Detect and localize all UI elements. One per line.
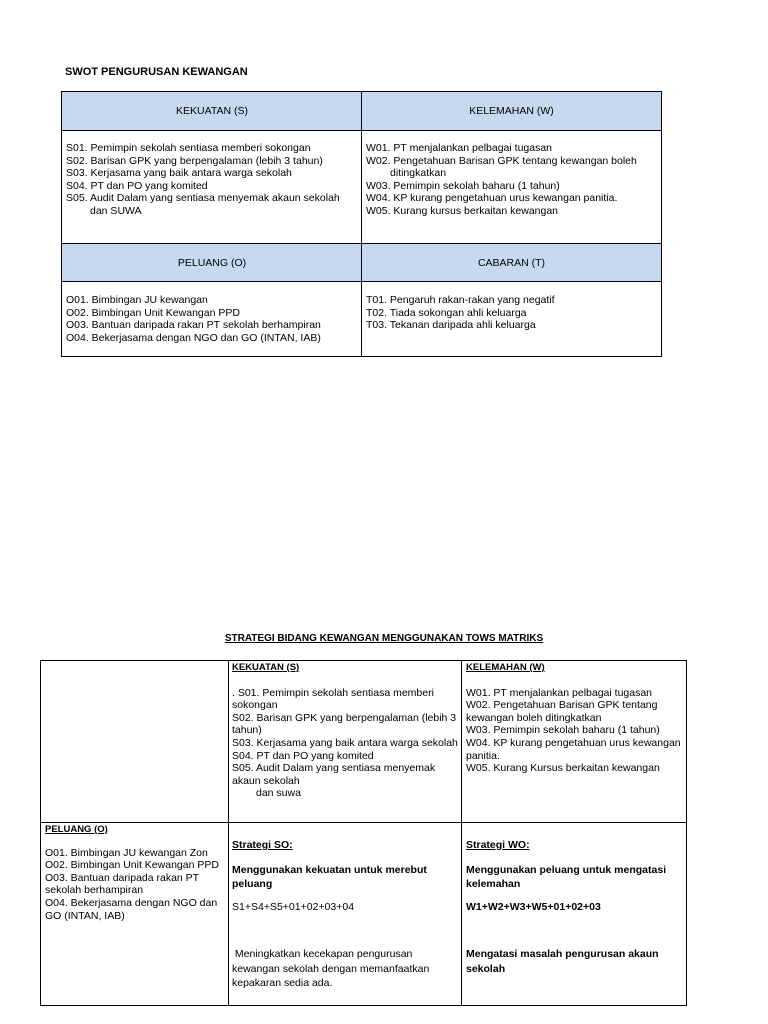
list-item: W04. KP kurang pengetahuan urus kewangan panitia. — [466, 736, 681, 762]
list-item: W02. Pengetahuan Barisan GPK tentang kewangan boleh ditingkatkan — [366, 154, 637, 180]
list-item: S01. Pemimpin sekolah sentiasa memberi sokongan — [66, 142, 311, 154]
divider — [62, 243, 661, 244]
list-item: S02. Barisan GPK yang berpengalaman (lebih 3 tahun) — [232, 711, 457, 737]
swot-threats-list — [366, 294, 660, 332]
list-item: T03. Tekanan daripada ahli keluarga — [366, 319, 536, 332]
divider — [62, 281, 661, 282]
divider — [228, 661, 229, 1005]
list-item: O01. Bimbingan JU kewangan Zon — [45, 846, 208, 859]
wo-header: Strategi WO: — [466, 839, 530, 851]
list-item: T02. Tiada sokongan ahli keluarga — [366, 306, 527, 319]
list-item: O04. Bekerjasama dengan NGO dan GO (INTAN, IAB) — [66, 331, 321, 344]
tows-wo-cell — [466, 839, 684, 977]
tows-weaknesses-header: KELEMAHAN (W) — [466, 662, 545, 673]
divider — [62, 130, 661, 131]
list-item: O04. Bekerjasama dengan NGO dan GO (INTAN, IAB) — [45, 896, 218, 922]
swot-strengths-header: KEKUATAN (S) — [62, 92, 362, 130]
swot-opportunities-header: PELUANG (O) — [62, 244, 362, 282]
wo-subtitle: Menggunakan peluang untuk mengatasi kelemahan — [466, 863, 667, 890]
list-item: S03. Kerjasama yang baik antara warga sekolah — [66, 167, 292, 180]
divider — [361, 92, 362, 356]
tows-strengths-header: KEKUATAN (S) — [232, 662, 300, 673]
divider — [461, 661, 462, 1005]
wo-description: Mengatasi masalah pengurusan akaun sekolah — [466, 948, 659, 976]
list-item: W03. Pemimpin sekolah baharu (1 tahun) — [366, 179, 560, 192]
tows-opportunities-header: PELUANG (O) — [45, 824, 108, 835]
swot-opportunities-list — [66, 294, 360, 344]
list-item: W05. Kurang kursus berkaitan kewangan — [366, 204, 559, 217]
list-item: O02. Bimbingan Unit Kewangan PPD — [45, 859, 219, 872]
tows-opportunities-cell — [45, 824, 225, 922]
wo-formula: W1+W2+W3+W5+01+02+03 — [466, 900, 601, 913]
list-item: S03. Kerjasama yang baik antara warga sekolah — [232, 736, 458, 749]
list-item: S05. Audit Dalam yang sentiasa menyemak akaun sekolah — [232, 762, 436, 787]
list-item: W01. PT menjalankan pelbagai tugasan — [366, 142, 553, 154]
tows-weaknesses-cell — [466, 662, 684, 775]
list-item: O03. Bantuan daripada rakan PT sekolah berhampiran — [66, 319, 321, 332]
list-item: W05. Kurang Kursus berkaitan kewangan — [466, 762, 660, 775]
list-item: W02. Pengetahuan Barisan GPK tentang kewangan boleh ditingkatkan — [466, 699, 658, 724]
swot-strengths-list — [66, 142, 360, 218]
list-item: O02. Bimbingan Unit Kewangan PPD — [66, 306, 240, 319]
swot-title: SWOT PENGURUSAN KEWANGAN — [65, 66, 248, 78]
list-item: W04. KP kurang pengetahuan urus kewangan panitia. — [366, 192, 618, 205]
so-subtitle: Menggunakan kekuatan untuk merebut peluang — [232, 863, 427, 890]
so-header: Strategi SO: — [232, 839, 293, 851]
swot-table — [61, 91, 662, 357]
so-description: Meningkatkan kecekapan pengurusan kewangan sekolah dengan memanfaatkan kepakaran sedia ada. — [232, 948, 433, 990]
tows-title: STRATEGI BIDANG KEWANGAN MENGGUNAKAN TOWS MATRIKS — [224, 633, 544, 644]
swot-weaknesses-list — [366, 142, 660, 218]
list-item: S04. PT dan PO yang komited — [232, 749, 374, 762]
list-item: W01. PT menjalankan pelbagai tugasan — [466, 686, 653, 699]
tows-so-cell — [232, 839, 460, 991]
list-item: O03. Bantuan daripada rakan PT sekolah berhampiran — [45, 871, 199, 897]
list-item: W03. Pemimpin sekolah baharu (1 tahun) — [466, 724, 660, 737]
tows-table — [40, 660, 687, 1006]
list-item: S05. Audit Dalam yang sentiasa menyemak akaun sekolah dan SUWA — [66, 192, 340, 217]
list-item: T01. Pengaruh rakan-rakan yang negatif — [366, 294, 555, 306]
list-item: S04. PT dan PO yang komited — [66, 179, 208, 192]
swot-weaknesses-header: KELEMAHAN (W) — [362, 92, 661, 130]
list-item: O01. Bimbingan JU kewangan — [66, 294, 208, 306]
so-formula: S1+S4+S5+01+02+03+04 — [232, 900, 355, 913]
swot-threats-header: CABARAN (T) — [362, 244, 661, 282]
list-item: S02. Barisan GPK yang berpengalaman (lebih 3 tahun) — [66, 154, 323, 167]
divider — [41, 822, 686, 823]
list-item: dan suwa — [256, 787, 301, 800]
tows-strengths-cell — [232, 662, 460, 800]
list-item: . S01. Pemimpin sekolah sentiasa memberi sokongan — [232, 686, 434, 712]
